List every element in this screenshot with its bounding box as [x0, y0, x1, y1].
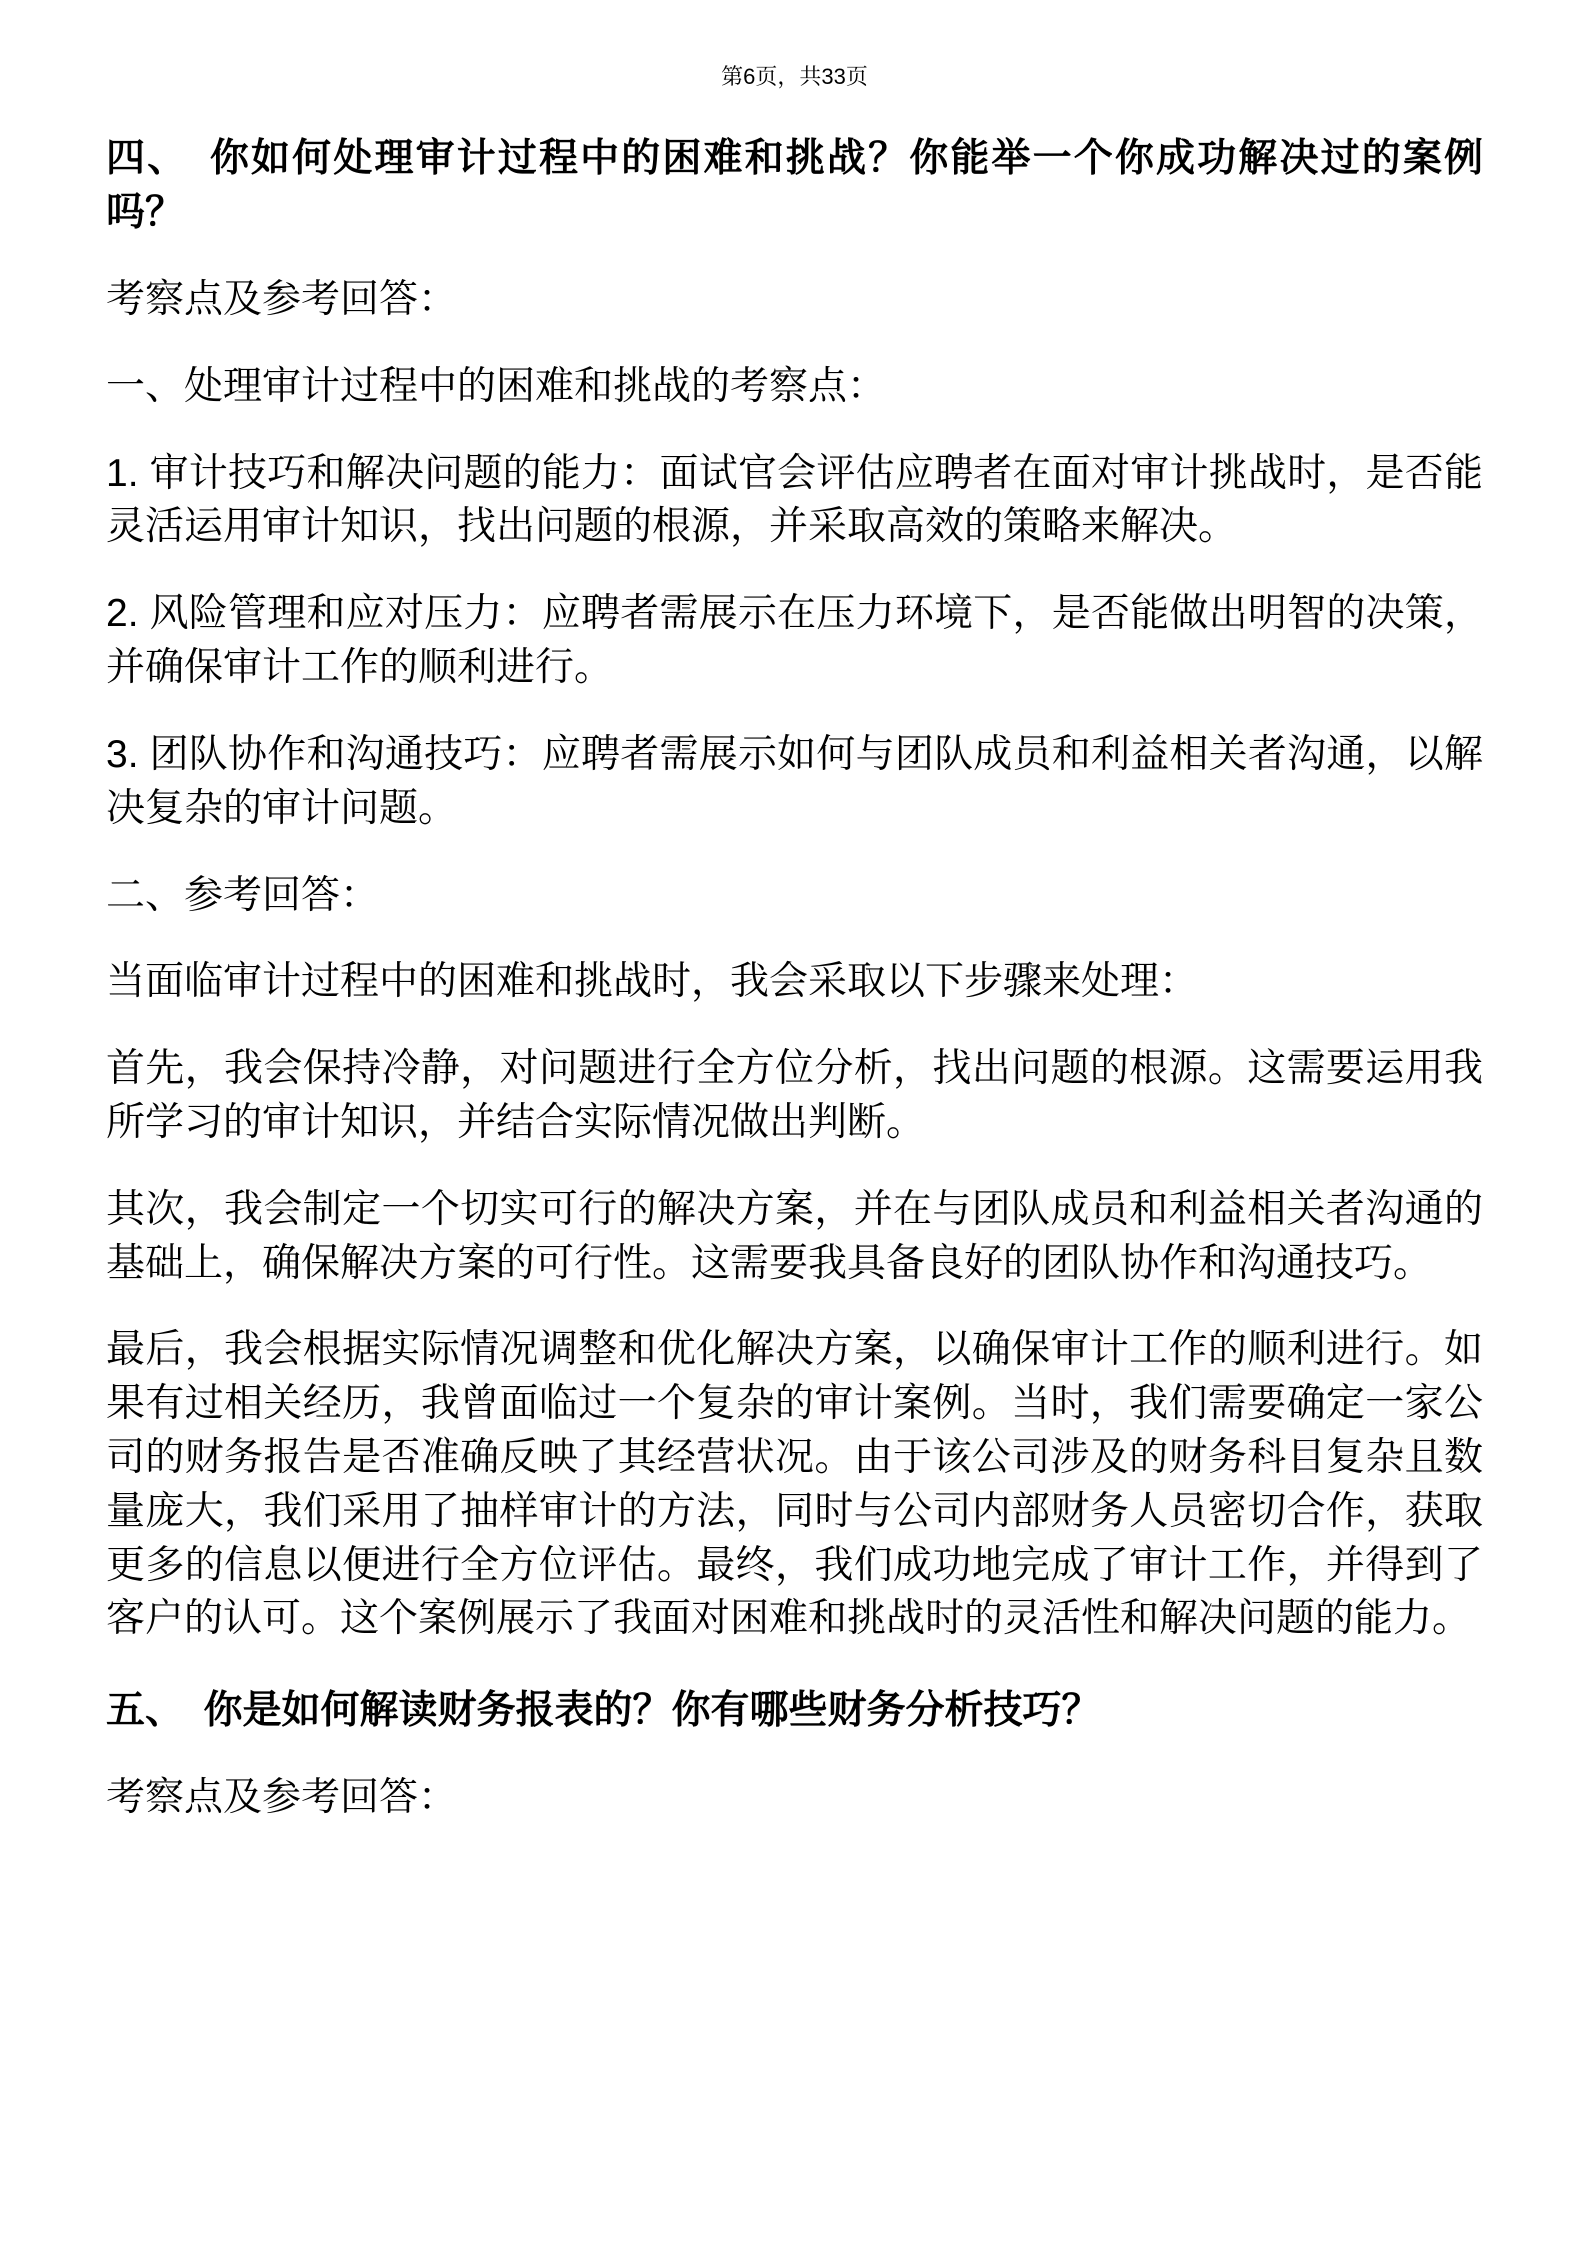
question-5-heading: 五、 你是如何解读财务报表的？你有哪些财务分析技巧？ [106, 1689, 1101, 1733]
q4-answer-title: 二、参考回答： [106, 873, 380, 917]
question-4-heading: 四、 你如何处理审计过程中的困难和挑战？你能举一个你成功解决过的案例吗？ [106, 137, 1483, 235]
q4-answer-step-first: 首先，我会保持冷静，对问题进行全方位分析，找出问题的根源。这需要运用我所学习的审计知识，并结合实际情况做出判断。 [106, 1047, 1483, 1144]
q4-points-title: 一、处理审计过程中的困难和挑战的考察点： [106, 364, 887, 408]
q4-answer-intro: 当面临审计过程中的困难和挑战时，我会采取以下步骤来处理： [106, 960, 1199, 1004]
q4-point-1: 1. 审计技巧和解决问题的能力：面试官会评估应聘者在面对审计挑战时，是否能灵活运用审计知识，找出问题的根源，并采取高效的策略来解决。 [106, 451, 1483, 549]
q4-point-2: 2. 风险管理和应对压力：应聘者需展示在压力环境下，是否能做出明智的决策，并确保审计工作的顺利进行。 [106, 592, 1483, 690]
q4-intro-paragraph: 考察点及参考回答： [106, 278, 458, 322]
q5-intro-paragraph: 考察点及参考回答： [106, 1776, 458, 1820]
q4-answer-step-second: 其次，我会制定一个切实可行的解决方案，并在与团队成员和利益相关者沟通的基础上，确保解决方案的可行性。这需要我具备良好的团队协作和沟通技巧。 [106, 1187, 1483, 1285]
document-body [106, 132, 1483, 1825]
q4-answer-step-last: 最后，我会根据实际情况调整和优化解决方案，以确保审计工作的顺利进行。如果有过相关经历，我曾面临过一个复杂的审计案例。当时，我们需要确定一家公司的财务报告是否准确反映了其经营状况。由于该公司涉及的财务科目复杂且数量庞大，我们采用了抽样审计的方法，同时与公司内部财务人员密切合作，获取更多的信息以便进行全方位评估。最终，我们成功地完成了审计工作，并得到了客户的认可。这个案例展示了我面对困难和挑战时的灵活性和解决问题的能力。 [106, 1328, 1483, 1641]
q4-point-3: 3. 团队协作和沟通技巧：应聘者需展示如何与团队成员和利益相关者沟通，以解决复杂的审计问题。 [106, 732, 1483, 830]
page-number-header: 第6页，共33页 [721, 64, 868, 89]
